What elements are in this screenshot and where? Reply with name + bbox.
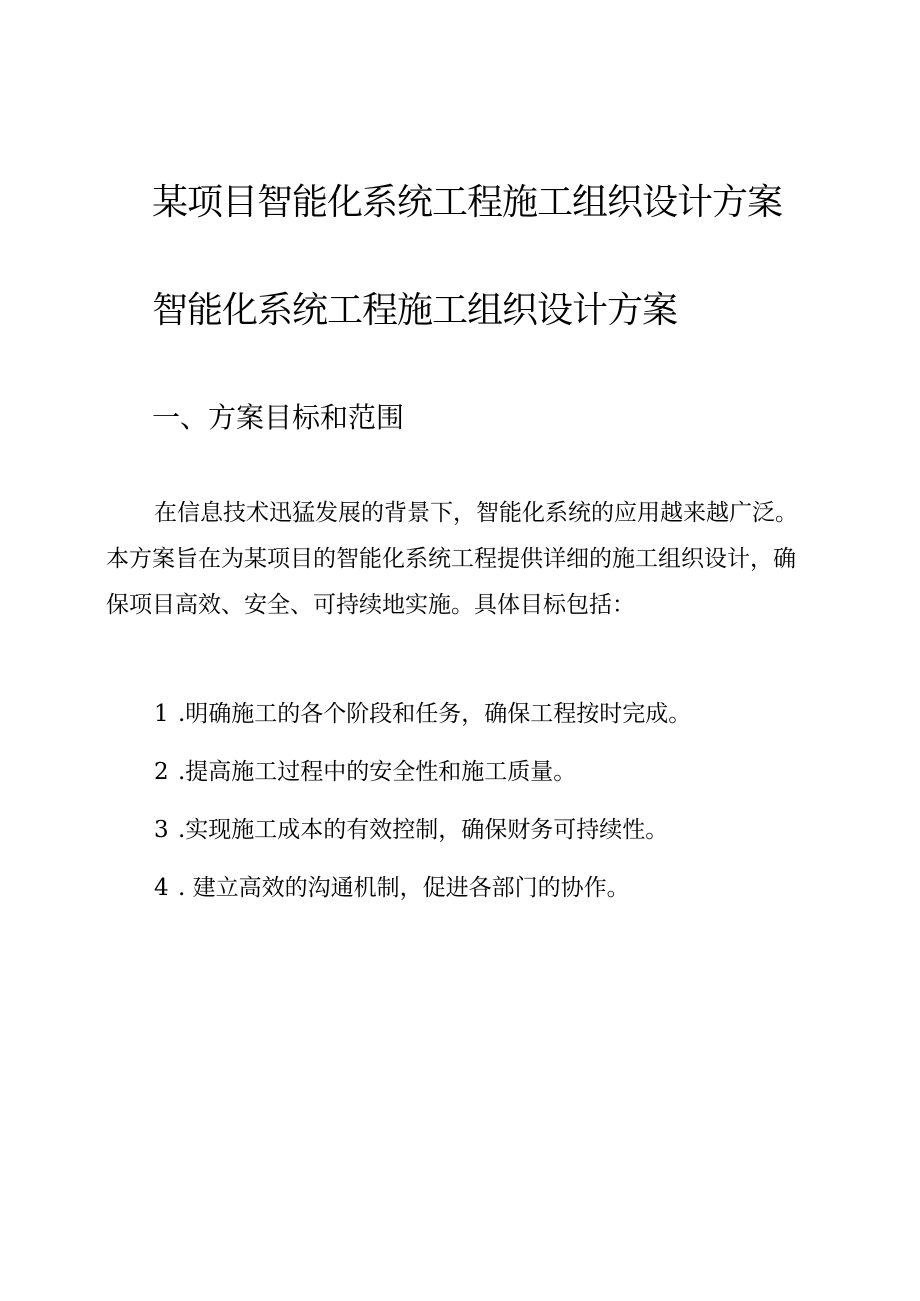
document-title: 某项目智能化系统工程施工组织设计方案 [152,182,783,223]
list-item-text: .明确施工的各个阶段和任务，确保工程按时完成。 [178,701,692,727]
list-item [154,752,691,810]
list-item-number: 3 [154,817,169,843]
list-item-number: 4 [154,875,169,901]
list-item-number: 1 [154,701,169,727]
intro-line: 本方案旨在为某项目的智能化系统工程提供详细的施工组织设计，确 [106,546,796,572]
list-item-text: .实现施工成本的有效控制，确保财务可持续性。 [178,817,669,843]
intro-line: 在信息技术迅猛发展的背景下，智能化系统的应用越来越广泛。 [154,500,798,526]
goals-list [154,694,691,926]
list-item-text: .提高施工过程中的安全性和施工质量。 [178,759,577,785]
intro-line: 保项目高效、安全、可持续地实施。具体目标包括： [106,592,635,618]
intro-paragraph [106,490,806,628]
section-heading: 一、方案目标和范围 [152,401,405,434]
list-item [154,694,691,752]
document-subtitle: 智能化系统工程施工组织设计方案 [152,290,678,331]
list-item [154,868,691,926]
list-item-text: . 建立高效的沟通机制，促进各部门的协作。 [178,875,630,901]
list-item-number: 2 [154,759,169,785]
list-item [154,810,691,868]
